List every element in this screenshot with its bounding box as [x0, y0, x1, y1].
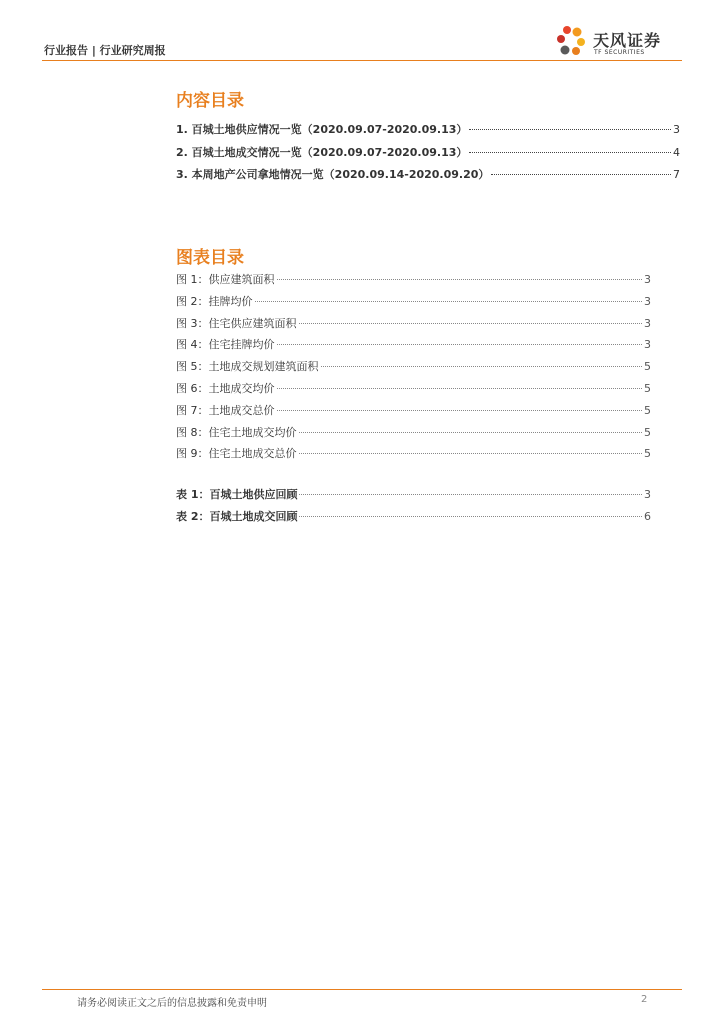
flower-logo-icon — [553, 22, 591, 60]
table-entry-label: 表 2：百城土地成交回顾 — [176, 509, 298, 523]
figure-entry[interactable] — [176, 315, 651, 337]
table-entry-page: 6 — [644, 509, 651, 523]
page-number: 2 — [641, 994, 648, 1005]
figure-entry-page: 3 — [644, 294, 651, 308]
figure-entry-page: 5 — [644, 381, 651, 395]
figure-entry-label: 图 2：挂牌均价 — [176, 294, 253, 308]
dot-leader — [255, 301, 643, 302]
toc-entry[interactable] — [176, 166, 680, 189]
dot-leader — [277, 279, 643, 280]
footer-divider — [42, 989, 682, 990]
figure-entry-label: 图 5：土地成交规划建筑面积 — [176, 360, 319, 374]
dot-leader — [299, 453, 643, 454]
logo-text-cn: 天风证券 — [593, 31, 662, 50]
tables-list — [176, 486, 651, 530]
dot-leader — [277, 344, 643, 345]
dot-leader — [299, 516, 642, 517]
figure-entry[interactable] — [176, 445, 651, 467]
contents-list — [176, 121, 680, 189]
dot-leader — [277, 410, 643, 411]
figure-entry-page: 5 — [644, 403, 651, 417]
dot-leader — [321, 366, 643, 367]
figure-entry-label: 图 7：土地成交总价 — [176, 403, 275, 417]
report-category: 行业报告 | 行业研究周报 — [44, 44, 166, 57]
figures-list — [176, 271, 651, 467]
figure-entry-page: 3 — [644, 273, 651, 286]
dot-leader — [491, 174, 671, 175]
figure-entry[interactable] — [176, 402, 651, 424]
figure-entry-label: 图 3：住宅供应建筑面积 — [176, 316, 297, 330]
toc-entry-label: 2. 百城土地成交情况一览（2020.09.07-2020.09.13） — [176, 145, 468, 159]
figure-entry-page: 5 — [644, 447, 651, 461]
figure-entry-page: 3 — [644, 338, 651, 352]
figure-entry[interactable] — [176, 358, 651, 380]
dot-leader — [469, 152, 671, 153]
toc-entry-page: 7 — [673, 168, 680, 181]
dot-leader — [299, 323, 643, 324]
figure-entry-page: 3 — [644, 316, 651, 330]
toc-entry[interactable] — [176, 144, 680, 167]
table-entry-label: 表 1：百城土地供应回顾 — [176, 488, 298, 501]
figure-entry-page: 5 — [644, 425, 651, 439]
figure-entry-label: 图 6：土地成交均价 — [176, 381, 275, 395]
figure-entry-page: 5 — [644, 360, 651, 374]
company-logo — [553, 22, 683, 60]
table-entry[interactable] — [176, 486, 651, 508]
figure-entry[interactable] — [176, 336, 651, 358]
logo-text-en: TF SECURITIES — [594, 49, 645, 56]
toc-entry-label: 1. 百城土地供应情况一览（2020.09.07-2020.09.13） — [176, 123, 468, 136]
toc-entry-page: 3 — [673, 123, 680, 136]
figure-entry-label: 图 8：住宅土地成交均价 — [176, 425, 297, 439]
contents-title: 内容目录 — [176, 91, 244, 111]
footer-disclaimer: 请务必阅读正文之后的信息披露和免责申明 — [77, 998, 267, 1009]
header-divider — [42, 60, 682, 61]
toc-entry-label: 3. 本周地产公司拿地情况一览（2020.09.14-2020.09.20） — [176, 168, 490, 181]
dot-leader — [469, 129, 671, 130]
figures-title: 图表目录 — [176, 248, 244, 268]
dot-leader — [299, 432, 643, 433]
figure-entry[interactable] — [176, 424, 651, 446]
toc-entry[interactable] — [176, 121, 680, 144]
figure-entry[interactable] — [176, 271, 651, 293]
table-entry-page: 3 — [644, 488, 651, 501]
figure-entry-label: 图 9：住宅土地成交总价 — [176, 447, 297, 461]
figure-entry-label: 图 4：住宅挂牌均价 — [176, 338, 275, 352]
table-entry[interactable] — [176, 508, 651, 530]
dot-leader — [277, 388, 643, 389]
figure-entry-label: 图 1：供应建筑面积 — [176, 273, 275, 286]
figure-entry[interactable] — [176, 380, 651, 402]
dot-leader — [299, 494, 642, 495]
toc-entry-page: 4 — [673, 145, 680, 159]
figure-entry[interactable] — [176, 293, 651, 315]
